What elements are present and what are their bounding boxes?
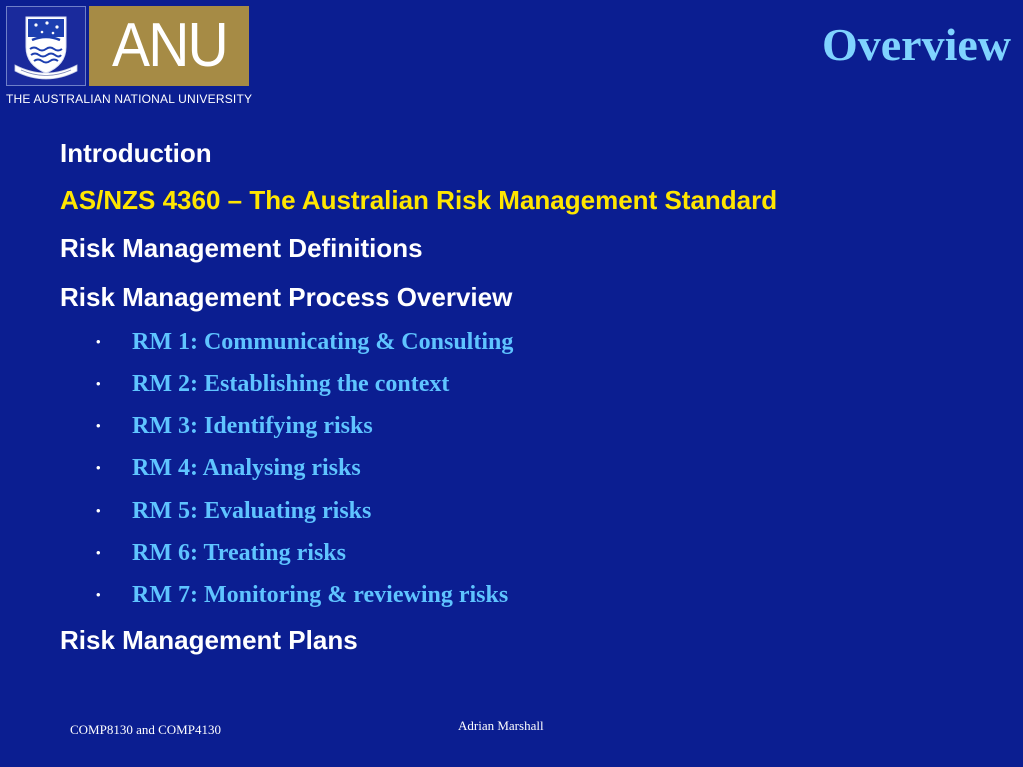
- bullet-icon: •: [96, 545, 101, 560]
- slide-title: Overview: [821, 19, 1011, 70]
- outline-item-introduction: Introduction: [60, 138, 212, 168]
- university-name: THE AUSTRALIAN NATIONAL UNIVERSITY: [6, 92, 253, 106]
- bullet-icon: •: [96, 376, 101, 391]
- process-step-label: RM 1: Communicating & Consulting: [132, 329, 514, 355]
- bullet-icon: •: [96, 460, 101, 475]
- anu-wordmark-logo: [89, 6, 249, 86]
- bullet-icon: •: [96, 503, 101, 518]
- anu-wordmark: ANU: [111, 11, 227, 80]
- process-step-label: RM 7: Monitoring & reviewing risks: [132, 582, 509, 608]
- footer-course: COMP8130 and COMP4130: [70, 722, 221, 737]
- bullet-icon: •: [96, 334, 101, 349]
- bullet-icon: •: [96, 587, 101, 602]
- crest-icon: [7, 7, 85, 85]
- outline-item-standard: AS/NZS 4360 – The Australian Risk Management Standard: [60, 185, 778, 215]
- process-step-label: RM 6: Treating risks: [132, 540, 346, 566]
- process-step-label: RM 3: Identifying risks: [132, 413, 373, 439]
- process-step-label: RM 5: Evaluating risks: [132, 498, 372, 524]
- outline-item-plans: Risk Management Plans: [60, 625, 358, 655]
- outline-item-definitions: Risk Management Definitions: [60, 233, 423, 263]
- bullet-icon: •: [96, 418, 101, 433]
- footer-author: Adrian Marshall: [458, 718, 544, 733]
- anu-crest-logo: [6, 6, 86, 86]
- process-step-label: RM 2: Establishing the context: [132, 371, 450, 397]
- outline-item-process-overview: Risk Management Process Overview: [60, 282, 513, 312]
- process-step-label: RM 4: Analysing risks: [132, 455, 361, 481]
